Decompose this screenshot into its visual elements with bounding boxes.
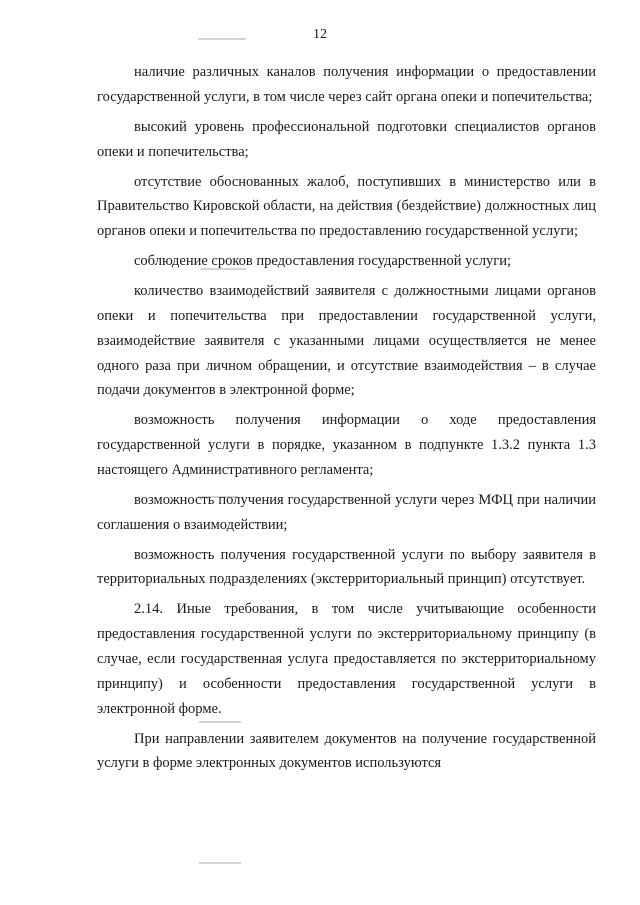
scan-artifact bbox=[199, 862, 241, 864]
document-body bbox=[97, 60, 596, 781]
paragraph: возможность получения государственной услуги по выбору заявителя в территориальных подразделениях (экстерриториальный принцип) отсутствует. bbox=[97, 546, 596, 588]
page-number: 12 bbox=[313, 27, 327, 42]
paragraph: возможность получения информации о ходе предоставления государственной услуги в порядке, указанном в подпункте 1.3.2 пункта 1.3 настоящего Административного регламента; bbox=[97, 412, 596, 478]
paragraph: отсутствие обоснованных жалоб, поступивших в министерство или в Правительство Кировской области, на действия (бездействие) должностных лиц органов опеки и попечительства по предоставлению государственной услуги; bbox=[97, 173, 596, 240]
paragraph: возможность получения государственной услуги через МФЦ при наличии соглашения о взаимодействии; bbox=[97, 491, 596, 533]
section-heading-paragraph: 2.14. Иные требования, в том числе учитывающие особенности предоставления государственной услуги по экстерриториальному принципу (в случае, если государственная услуга предоставляется по экстерриториальному принципу) и особенности предоставления государственной услуги в электронной форме. bbox=[97, 601, 596, 717]
paragraph: При направлении заявителем документов на получение государственной услуги в форме электронных документов используются bbox=[97, 730, 596, 772]
paragraph: высокий уровень профессиональной подготовки специалистов органов опеки и попечительства; bbox=[97, 118, 596, 160]
paragraph: наличие различных каналов получения информации о предоставлении государственной услуги, в том числе через сайт органа опеки и попечительства; bbox=[97, 64, 596, 105]
paragraph: количество взаимодействий заявителя с должностными лицами органов опеки и попечительства при предоставлении государственной услуги, взаимодействие заявителя с указанными лицами осуществляется не менее одного раза при личном обращении, и отсутствие взаимодействия – в случае подачи документов в электронной форме; bbox=[97, 283, 596, 399]
paragraph: соблюдение сроков предоставления государственной услуги; bbox=[134, 253, 512, 270]
